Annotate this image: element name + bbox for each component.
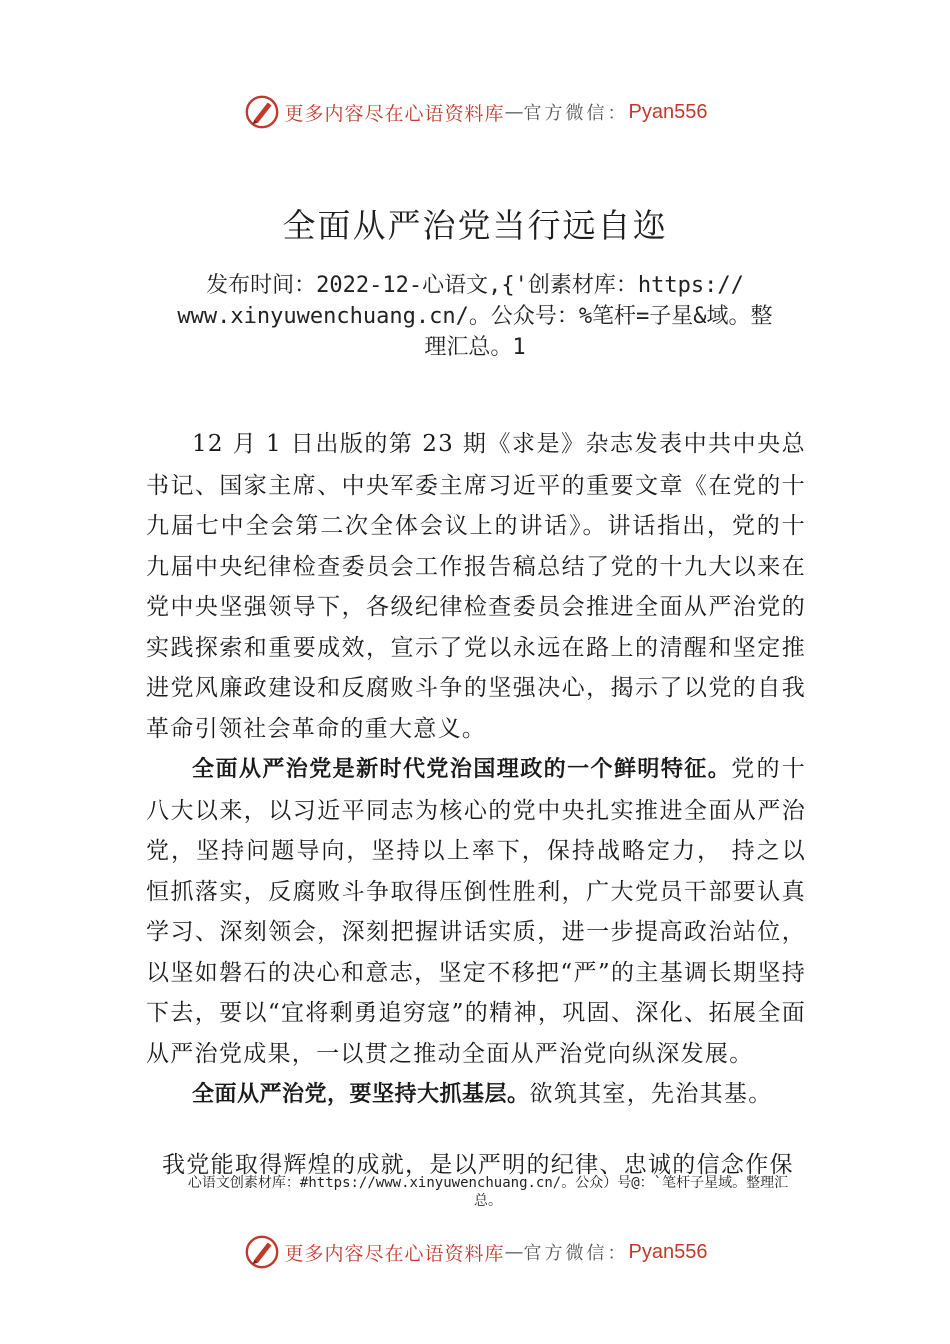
meta-line-1: 发布时间：2022-12-心语文,{'创素材库：https://: [206, 273, 744, 298]
meta-line-2: www.xinyuwenchuang.cn/。公众号：%笔杆=子星&域。整: [177, 304, 773, 329]
paragraph-2-bold: 全面从严治党是新时代党治国理政的一个鲜明特征。: [192, 757, 732, 782]
paragraph-2-text: 党的十八大以来，以习近平同志为核心的党中央扎实推进全面从严治党，坚持问题导向，坚持以上率下，保持战略定力， 持之以恒抓落实，反腐败斗争取得压倒性胜利，广大党员干部要认真学习、深刻领会，深刻把握讲话实质，进一步提高政治站位，以坚如磐石的决心和意志，坚定不移把“严”的主基调长期坚持下去，要以“宜将剩勇追穷寇”的精神，巩固、深化、拓展全面从严治党成果，一以贯之推动全面从严治党向纵深发展。: [146, 756, 806, 1067]
banner-wechat-id: Pyan556: [628, 100, 708, 123]
document-title: 全面从严治党当行远自迩: [282, 206, 668, 245]
banner-wechat-label: 官方微信：: [523, 103, 629, 124]
footer-body-line: 我党能取得辉煌的成就，是以严明的纪律、忠诚的信念作保: [162, 1152, 794, 1178]
article-body: [146, 424, 806, 1116]
banner-separator: —: [504, 1241, 524, 1263]
banner-main-text: 更多内容尽在心语资料库: [284, 102, 505, 125]
banner-main-text: 更多内容尽在心语资料库: [284, 1242, 505, 1265]
paragraph-3-bold: 全面从严治党，要坚持大抓基层。: [192, 1082, 530, 1107]
pen-logo-icon: [243, 93, 281, 131]
paragraph-1-text: 12 月 1 日出版的第 23 期《求是》杂志发表中共中央总书记、国家主席、中央军委主席习近平的重要文章《在党的十九届七中全会第二次全体会议上的讲话》。讲话指出，党的十九届中央纪律检查委员会工作报告稿总结了党的十九大以来在党中央坚强领导下，各级纪律检查委员会推进全面从严治党的实践探索和重要成效，宣示了党以永远在路上的清醒和坚定推进党风廉政建设和反腐败斗争的坚强决心，揭示了以党的自我革命引领社会革命的重大意义。: [146, 431, 806, 742]
paragraph-3-text: 欲筑其室，先治其基。: [529, 1081, 773, 1107]
pen-logo-icon: [243, 1233, 281, 1271]
paragraph-1: [146, 424, 806, 749]
banner-wechat-label: 官方微信：: [523, 1243, 629, 1264]
footer-note-line-1: 心语文创素材库：#https://www.xinyuwenchuang.cn/。公众）号@：`笔杆子星域。整理汇: [187, 1175, 789, 1191]
footer-note: [138, 1174, 838, 1210]
footer-banner: [0, 1232, 950, 1272]
publish-meta: [150, 270, 800, 363]
meta-line-3: 理汇总。1: [424, 335, 526, 360]
footer-note-line-2: 总。: [474, 1193, 502, 1209]
paragraph-2: [146, 749, 806, 1074]
paragraph-3: [146, 1074, 806, 1116]
header-banner: [0, 92, 950, 132]
banner-wechat-id: Pyan556: [628, 1240, 708, 1263]
banner-separator: —: [504, 101, 524, 123]
